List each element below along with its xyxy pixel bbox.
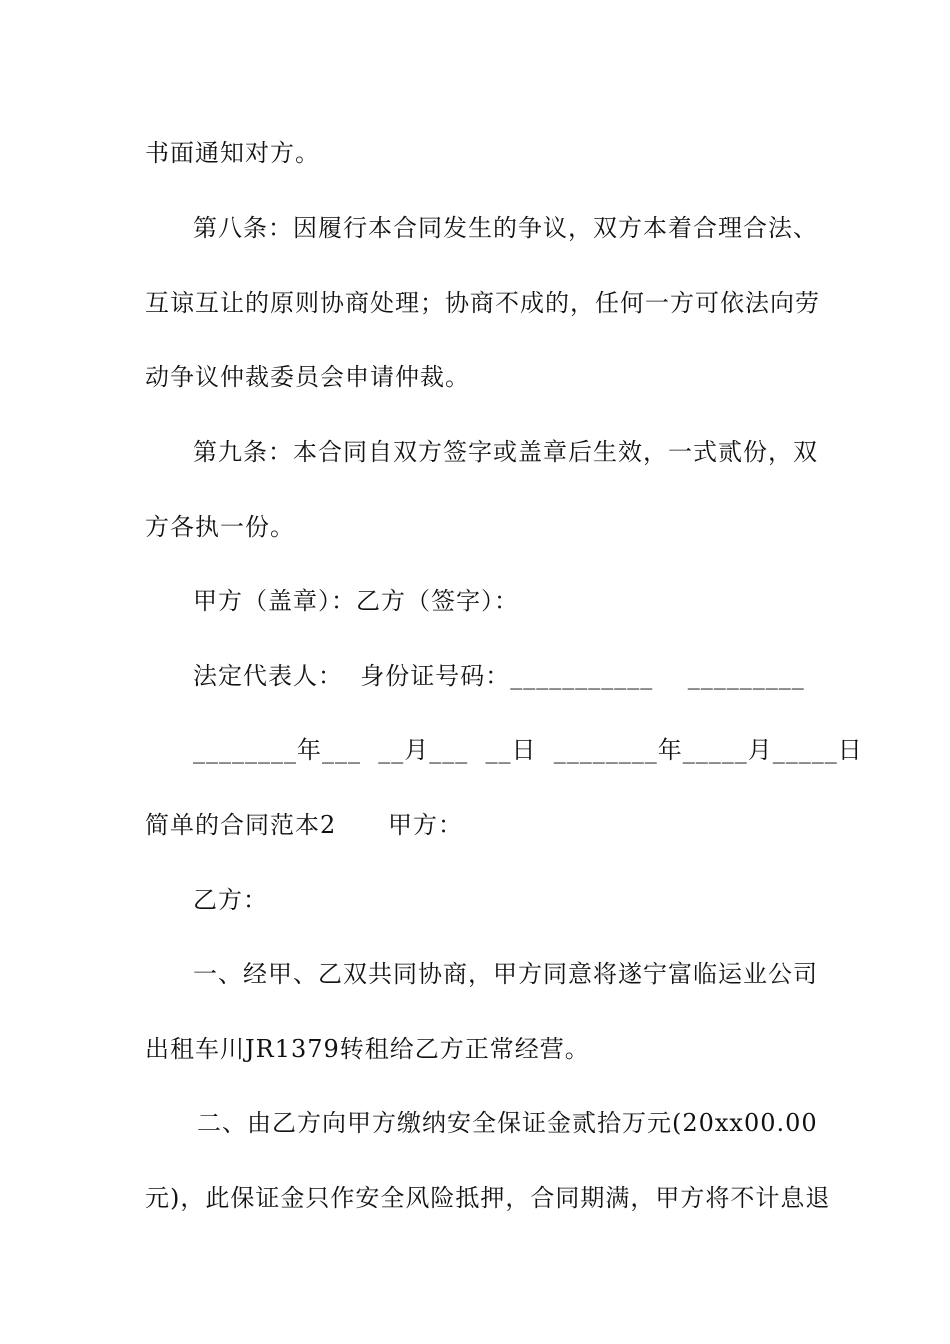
paragraph-line: 互谅互让的原则协商处理；协商不成的，任何一方可依法向劳 [145,289,820,317]
article-9-line: 第九条：本合同自双方签字或盖章后生效，一式贰份，双 [193,438,818,466]
paragraph-line: 动争议仲裁委员会申请仲裁。 [145,363,470,391]
clause-1-line: 一、经甲、乙双共同协商，甲方同意将遂宁富临运业公司 [193,960,818,988]
party-b-line: 乙方： [193,886,268,914]
paragraph-line: 元)，此保证金只作安全风险抵押，合同期满，甲方将不计息退 [145,1184,831,1212]
paragraph-line: 方各执一份。 [145,513,295,541]
signature-parties-line: 甲方（盖章）：乙方（签字）： [193,587,519,615]
article-8-line: 第八条：因履行本合同发生的争议，双方本着合理合法、 [193,214,818,242]
paragraph-line: 书面通知对方。 [145,139,320,167]
date-blanks-line: ________年___ __月___ __日 ________年_____月_____日 [193,736,863,764]
legal-rep-line: 法定代表人： 身份证号码：___________ _________ [193,662,805,690]
paragraph-line: 出租车川JR1379转租给乙方正常经营。 [145,1035,590,1063]
clause-2-line: 二、由乙方向甲方缴纳安全保证金贰拾万元(20xx00.00 [197,1109,818,1137]
section-title-line: 简单的合同范本2 甲方： [145,811,464,839]
